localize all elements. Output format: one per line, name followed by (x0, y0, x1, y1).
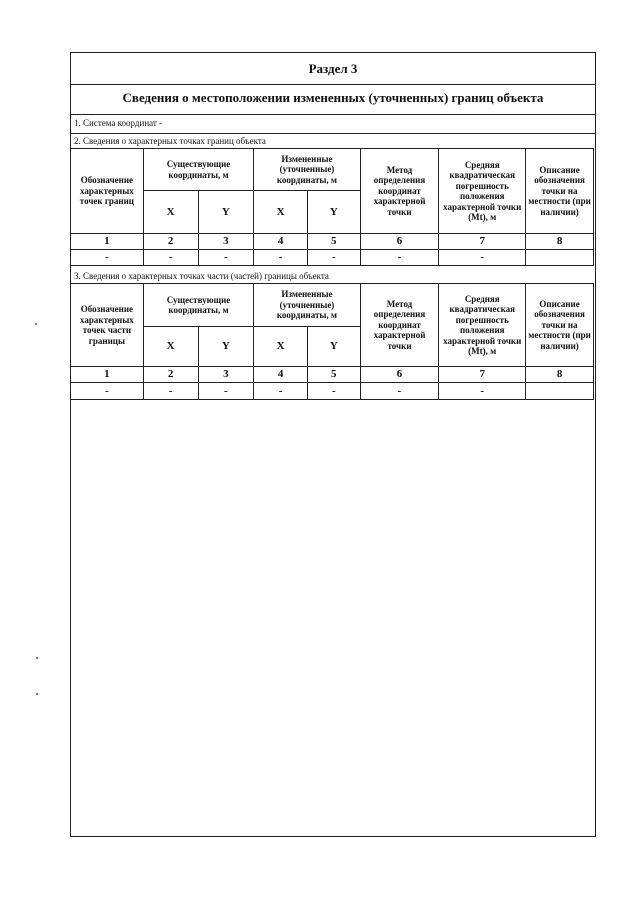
header-existing-coordinates: Существующие координаты, м (143, 284, 253, 327)
table-cell: - (71, 250, 144, 266)
column-number: 4 (254, 234, 308, 250)
boundary-part-points-table (70, 283, 594, 400)
divider (71, 133, 595, 134)
column-number: 6 (360, 367, 439, 383)
header-point-description: Описание обозначения точки на местности (при наличии) (526, 149, 594, 234)
column-number: 5 (307, 234, 360, 250)
column-number: 8 (526, 234, 594, 250)
header-mean-square-error: Средняя квадратическая погрешность положения характерной точки (Mt), м (439, 284, 526, 367)
table-cell: - (71, 383, 144, 400)
header-y: Y (307, 191, 360, 234)
table-cell: - (254, 250, 308, 266)
column-number: 1 (71, 234, 144, 250)
column-number: 4 (254, 367, 308, 383)
boundary-points-table (70, 148, 594, 266)
scan-speck (36, 693, 38, 695)
column-number: 6 (360, 234, 439, 250)
table-cell: - (198, 250, 254, 266)
table-cell: - (198, 383, 254, 400)
coordinate-system-line: 1. Система координат - (74, 118, 163, 128)
table-cell: - (254, 383, 308, 400)
scan-speck (36, 657, 38, 659)
document-frame (70, 52, 596, 837)
header-changed-coordinates: Измененные (уточненные) координаты, м (254, 149, 360, 191)
table-cell: - (143, 250, 198, 266)
table1-caption: 2. Сведения о характерных точках границ объекта (74, 136, 266, 146)
column-number: 8 (526, 367, 594, 383)
column-number: 3 (198, 367, 254, 383)
header-point-designation: Обозначение характерных точек границ (71, 149, 144, 234)
table-cell (526, 383, 594, 400)
column-number: 7 (439, 234, 526, 250)
column-number: 1 (71, 367, 144, 383)
header-existing-coordinates: Существующие координаты, м (143, 149, 253, 191)
table-cell: - (360, 383, 439, 400)
main-title: Сведения о местоположении измененных (уточненных) границ объекта (122, 90, 544, 105)
column-number: 5 (307, 367, 360, 383)
column-number: 7 (439, 367, 526, 383)
table2-caption: 3. Сведения о характерных точках части (частей) границы объекта (74, 271, 329, 281)
divider (71, 84, 595, 85)
divider (71, 114, 595, 115)
header-method: Метод определения координат характерной точки (360, 284, 439, 367)
table-cell: - (360, 250, 439, 266)
header-y: Y (198, 191, 254, 234)
table-cell: - (143, 383, 198, 400)
header-method: Метод определения координат характерной точки (360, 149, 439, 234)
table-cell (526, 250, 594, 266)
header-changed-coordinates: Измененные (уточненные) координаты, м (254, 284, 360, 327)
header-y: Y (198, 327, 254, 367)
scan-speck (35, 323, 37, 325)
table-cell: - (307, 250, 360, 266)
header-y: Y (307, 327, 360, 367)
header-point-designation: Обозначение характерных точек части границы (71, 284, 144, 367)
header-x: X (143, 327, 198, 367)
table-cell: - (439, 383, 526, 400)
table-cell: - (307, 383, 360, 400)
header-x: X (254, 191, 308, 234)
column-number: 2 (143, 367, 198, 383)
column-number: 2 (143, 234, 198, 250)
table-cell: - (439, 250, 526, 266)
column-number: 3 (198, 234, 254, 250)
header-mean-square-error: Средняя квадратическая погрешность положения характерной точки (Mt), м (439, 149, 526, 234)
header-point-description: Описание обозначения точки на местности (при наличии) (526, 284, 594, 367)
header-x: X (254, 327, 308, 367)
header-x: X (143, 191, 198, 234)
section-title: Раздел 3 (308, 61, 358, 76)
